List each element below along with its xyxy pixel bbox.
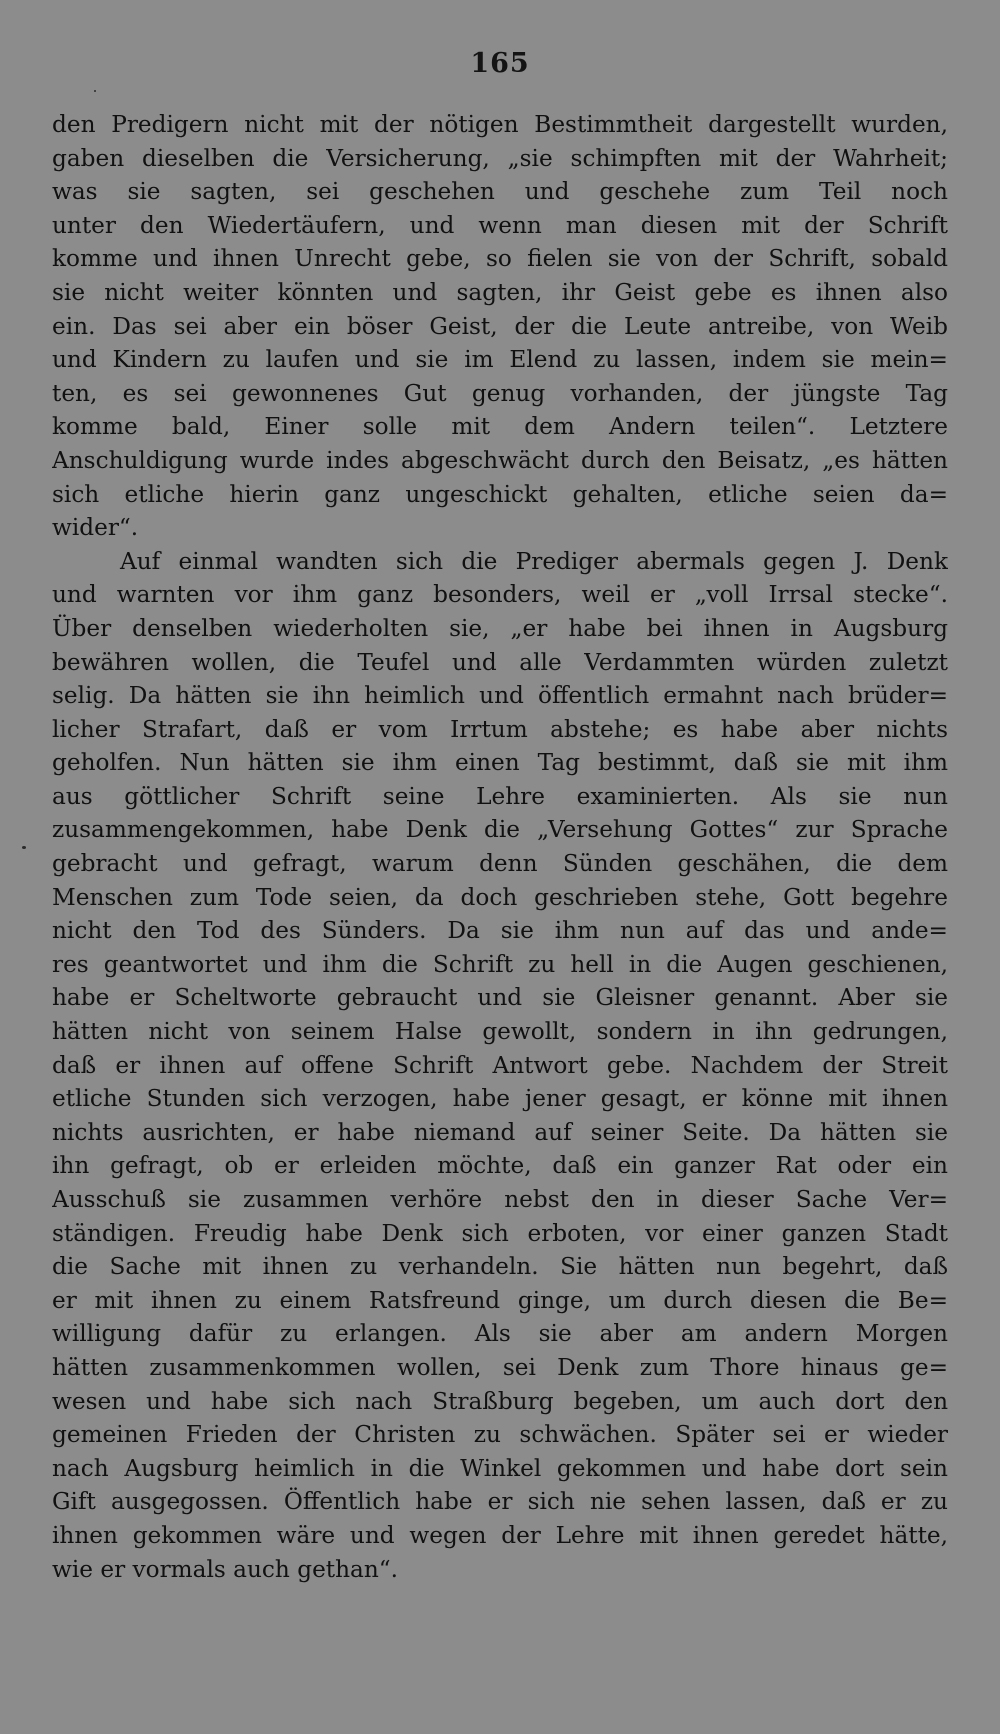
text-line: gemeinen Frieden der Christen zu schwächen. Später sei er wieder xyxy=(52,1421,948,1449)
text-line: unter den Wiedertäufern, und wenn man diesen mit der Schrift xyxy=(52,211,948,239)
page-number: 165 xyxy=(470,48,530,79)
text-line: komme und ihnen Unrecht gebe, so fielen sie von der Schrift, sobald xyxy=(52,245,948,273)
text-line: nach Augsburg heimlich in die Winkel gekommen und habe dort sein xyxy=(52,1454,948,1482)
print-speck xyxy=(94,90,96,92)
text-line: res geantwortet und ihm die Schrift zu hell in die Augen geschienen, xyxy=(52,950,948,978)
text-line: wie er vormals auch gethan“. xyxy=(52,1555,399,1583)
text-line: Anschuldigung wurde indes abgeschwächt durch den Beisatz, „es hätten xyxy=(52,446,948,474)
text-line: ihnen gekommen wäre und wegen der Lehre mit ihnen geredet hätte, xyxy=(52,1521,948,1549)
paragraph-2 xyxy=(52,545,948,1586)
text-line: Auf einmal wandten sich die Prediger abermals gegen J. Denk xyxy=(120,547,948,575)
text-line: Menschen zum Tode seien, da doch geschrieben stehe, Gott begehre xyxy=(52,883,948,911)
text-line: nichts ausrichten, er habe niemand auf seiner Seite. Da hätten sie xyxy=(52,1118,948,1146)
text-line: zusammengekommen, habe Denk die „Versehung Gottes“ zur Sprache xyxy=(52,816,948,844)
text-line: hätten nicht von seinem Halse gewollt, sondern in ihn gedrungen, xyxy=(52,1018,948,1046)
body-text xyxy=(52,108,948,1586)
text-line: den Predigern nicht mit der nötigen Bestimmtheit dargestellt wurden, xyxy=(52,111,948,138)
text-line: bewähren wollen, die Teufel und alle Verdammten würden zuletzt xyxy=(52,648,948,676)
text-line: licher Strafart, daß er vom Irrtum abstehe; es habe aber nichts xyxy=(52,715,948,743)
text-line: gaben dieselben die Versicherung, „sie schimpften mit der Wahrheit; xyxy=(52,144,948,172)
text-line: Über denselben wiederholten sie, „er habe bei ihnen in Augsburg xyxy=(52,614,948,642)
text-line: selig. Da hätten sie ihn heimlich und öffentlich ermahnt nach brüder= xyxy=(52,682,948,710)
text-line: Gift ausgegossen. Öffentlich habe er sich nie sehen lassen, daß er zu xyxy=(52,1488,948,1516)
text-line: sie nicht weiter könnten und sagten, ihr Geist gebe es ihnen also xyxy=(52,278,948,306)
text-line: gebracht und gefragt, warum denn Sünden geschähen, die dem xyxy=(52,850,948,878)
text-line: ten, es sei gewonnenes Gut genug vorhanden, der jüngste Tag xyxy=(52,379,948,407)
text-line: habe er Scheltworte gebraucht und sie Gleisner genannt. Aber sie xyxy=(52,984,948,1012)
text-line: sich etliche hierin ganz ungeschickt gehalten, etliche seien da= xyxy=(52,480,948,508)
text-line: was sie sagten, sei geschehen und geschehe zum Teil noch xyxy=(52,178,948,206)
text-line: ihn gefragt, ob er erleiden möchte, daß ein ganzer Rat oder ein xyxy=(52,1152,948,1180)
print-speck xyxy=(22,846,26,849)
text-line: wesen und habe sich nach Straßburg begeben, um auch dort den xyxy=(52,1387,948,1415)
text-line: nicht den Tod des Sünders. Da sie ihm nun auf das und ande= xyxy=(52,917,948,945)
text-line: etliche Stunden sich verzogen, habe jener gesagt, er könne mit ihnen xyxy=(52,1085,948,1113)
text-line: er mit ihnen zu einem Ratsfreund ginge, um durch diesen die Be= xyxy=(52,1286,948,1314)
text-line: geholfen. Nun hätten sie ihm einen Tag bestimmt, daß sie mit ihm xyxy=(52,749,948,777)
text-line: wider“. xyxy=(52,514,139,542)
text-line: und Kindern zu laufen und sie im Elend zu lassen, indem sie mein= xyxy=(52,346,948,374)
text-line: Ausschuß sie zusammen verhöre nebst den in dieser Sache Ver= xyxy=(52,1186,948,1213)
text-line: die Sache mit ihnen zu verhandeln. Sie hätten nun begehrt, daß xyxy=(52,1253,948,1281)
text-line: ein. Das sei aber ein böser Geist, der die Leute antreibe, von Weib xyxy=(52,312,948,340)
text-line: hätten zusammenkommen wollen, sei Denk zum Thore hinaus ge= xyxy=(52,1353,948,1381)
text-line: und warnten vor ihm ganz besonders, weil er „voll Irrsal stecke“. xyxy=(52,581,948,609)
paragraph-1 xyxy=(52,108,948,545)
text-line: ständigen. Freudig habe Denk sich erboten, vor einer ganzen Stadt xyxy=(52,1219,948,1247)
text-line: willigung dafür zu erlangen. Als sie aber am andern Morgen xyxy=(52,1320,948,1348)
text-line: daß er ihnen auf offene Schrift Antwort gebe. Nachdem der Streit xyxy=(52,1051,948,1079)
text-line: aus göttlicher Schrift seine Lehre examinierten. Als sie nun xyxy=(52,782,948,810)
text-line: komme bald, Einer solle mit dem Andern teilen“. Letztere xyxy=(52,413,948,441)
